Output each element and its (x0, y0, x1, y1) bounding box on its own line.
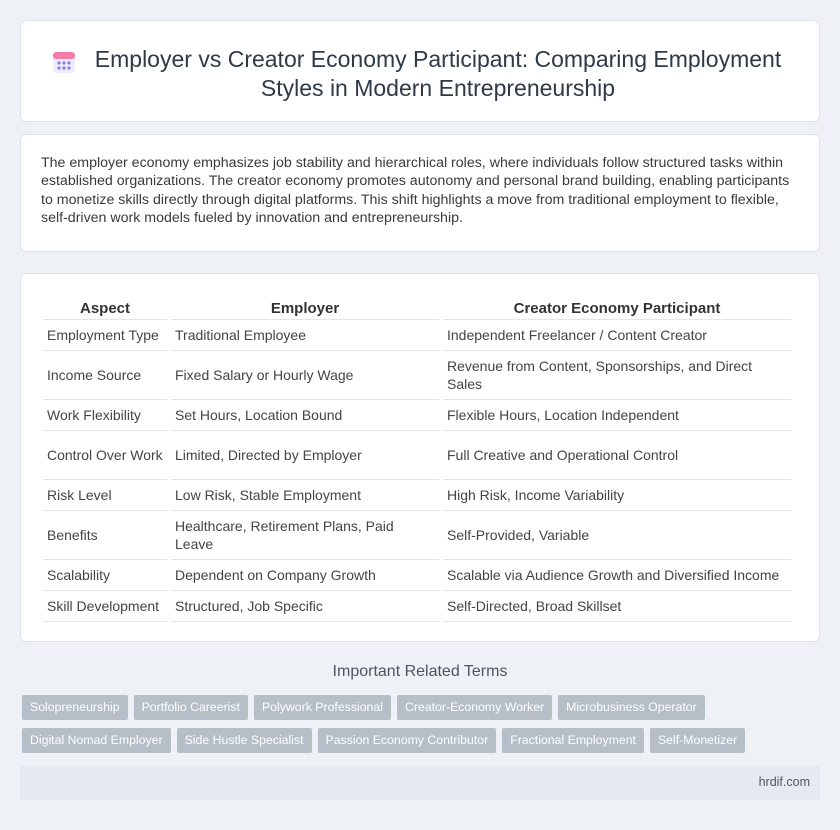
related-terms-tags (22, 695, 822, 761)
table-row (43, 400, 791, 431)
tag-row (22, 728, 822, 753)
related-terms-title: Important Related Terms (332, 663, 508, 680)
header-aspect: Aspect (43, 296, 167, 320)
comparison-card (20, 273, 820, 642)
title-row (21, 21, 819, 103)
row-employer: Fixed Salary or Hourly Wage (171, 351, 439, 400)
table-row (43, 591, 791, 622)
row-employer: Healthcare, Retirement Plans, Paid Leave (171, 511, 439, 560)
intro-paragraph: The employer economy emphasizes job stability and hierarchical roles, where individuals follow structured tasks within established organizations. The creator economy promotes autonomy and personal brand building, enabling participants to monetize skills directly through digital platforms. This shift highlights a move from traditional employment to flexible, self-driven work models fueled by innovation and entrepreneurship. (41, 155, 790, 227)
tag-row (22, 695, 822, 720)
calendar-icon (51, 49, 77, 75)
page-title: Employer vs Creator Economy Participant: Comparing Employment Styles in Modern Entrepreneurship (94, 46, 782, 101)
row-employer: Set Hours, Location Bound (171, 400, 439, 431)
comparison-table (39, 296, 795, 622)
row-aspect: Scalability (43, 560, 167, 591)
row-aspect: Employment Type (43, 320, 167, 351)
row-creator: Independent Freelancer / Content Creator (443, 320, 791, 351)
table-header-row (43, 296, 791, 320)
tag-microbusiness-operator[interactable]: Microbusiness Operator (558, 695, 705, 720)
title-card (20, 20, 820, 122)
row-employer: Low Risk, Stable Employment (171, 480, 439, 511)
intro-card (20, 134, 820, 252)
row-aspect: Work Flexibility (43, 400, 167, 431)
footer-site[interactable]: hrdif.com (758, 775, 810, 789)
tag-fractional-employment[interactable]: Fractional Employment (502, 728, 644, 753)
row-creator: Self-Provided, Variable (443, 511, 791, 560)
table-row (43, 431, 791, 480)
row-aspect: Risk Level (43, 480, 167, 511)
row-employer: Limited, Directed by Employer (171, 431, 439, 480)
tag-creator-economy-worker[interactable]: Creator-Economy Worker (397, 695, 552, 720)
tag-self-monetizer[interactable]: Self-Monetizer (650, 728, 745, 753)
row-creator: Revenue from Content, Sponsorships, and Direct Sales (443, 351, 791, 400)
row-aspect: Benefits (43, 511, 167, 560)
tag-passion-economy-contributor[interactable]: Passion Economy Contributor (318, 728, 497, 753)
row-creator: Scalable via Audience Growth and Diversified Income (443, 560, 791, 591)
table-row (43, 320, 791, 351)
row-aspect: Control Over Work (43, 431, 167, 480)
header-employer: Employer (171, 296, 439, 320)
row-creator: Full Creative and Operational Control (443, 431, 791, 480)
tag-polywork-professional[interactable]: Polywork Professional (254, 695, 391, 720)
tag-portfolio-careerist[interactable]: Portfolio Careerist (134, 695, 248, 720)
tag-digital-nomad-employer[interactable]: Digital Nomad Employer (22, 728, 171, 753)
row-creator: High Risk, Income Variability (443, 480, 791, 511)
table-row (43, 511, 791, 560)
table-row (43, 560, 791, 591)
row-aspect: Skill Development (43, 591, 167, 622)
row-employer: Structured, Job Specific (171, 591, 439, 622)
row-creator: Self-Directed, Broad Skillset (443, 591, 791, 622)
footer (20, 766, 820, 800)
table-row (43, 480, 791, 511)
row-employer: Dependent on Company Growth (171, 560, 439, 591)
table-row (43, 351, 791, 400)
row-aspect: Income Source (43, 351, 167, 400)
row-employer: Traditional Employee (171, 320, 439, 351)
tag-side-hustle-specialist[interactable]: Side Hustle Specialist (177, 728, 312, 753)
row-creator: Flexible Hours, Location Independent (443, 400, 791, 431)
header-creator: Creator Economy Participant (443, 296, 791, 320)
tag-solopreneurship[interactable]: Solopreneurship (22, 695, 128, 720)
